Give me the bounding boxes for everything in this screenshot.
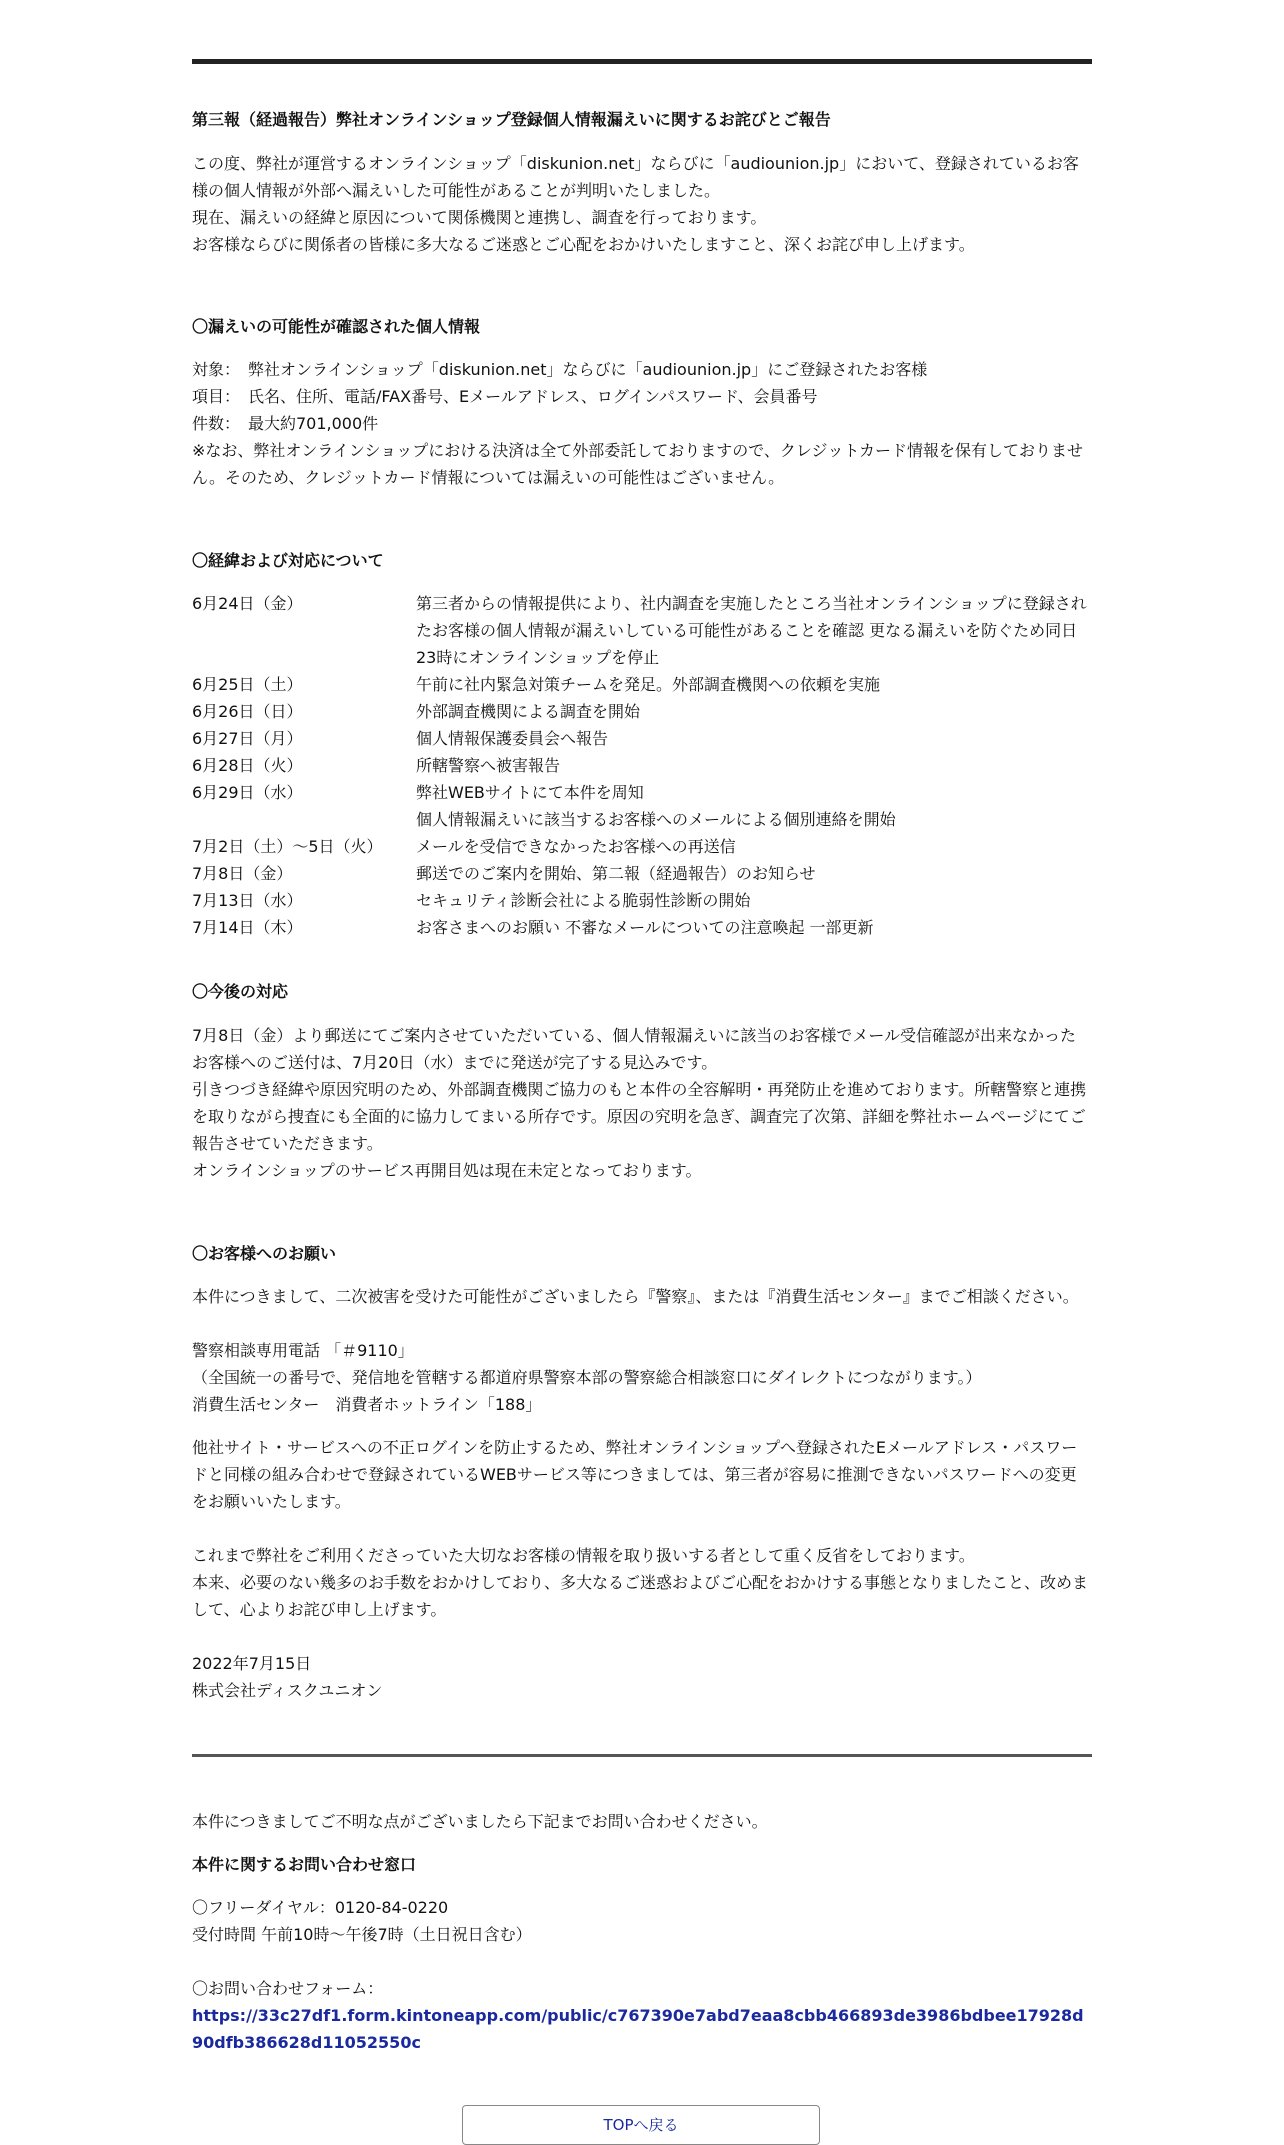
timeline-date: 7月14日（木） — [192, 918, 303, 937]
police-phone-note: （全国統一の番号で、発信地を管轄する都道府県警察本部の警察総合相談窓口にダイレクトにつながります。） — [192, 1368, 982, 1387]
contact-heading: 本件に関するお問い合わせ窓口 — [192, 1855, 417, 1874]
contact-dial: 〇フリーダイヤル：0120-84-0220 — [192, 1898, 449, 1917]
timeline-date: 6月27日（月） — [192, 729, 303, 748]
intro-paragraph-2: 現在、漏えいの経緯と原因について関係機関と連携し、調査を行っております。 — [192, 208, 767, 227]
section-heading-leak: 〇漏えいの可能性が確認された個人情報 — [192, 317, 481, 336]
section-divider — [192, 1754, 1092, 1757]
section-heading-future: 〇今後の対応 — [192, 982, 289, 1001]
leak-items: 項目： 氏名、住所、電話/FAX番号、Eメールアドレス、ログインパスワード、会員番号 — [192, 387, 818, 406]
leak-target: 対象： 弊社オンラインショップ「diskunion.net」ならびに「audiounion.jp」にご登録されたお客様 — [192, 360, 928, 379]
timeline-event: セキュリティ診断会社による脆弱性診断の開始 — [416, 891, 751, 910]
timeline-date: 6月25日（土） — [192, 675, 303, 694]
contact-form-label: 〇お問い合わせフォーム： — [192, 1979, 384, 1998]
intro-paragraph-3: お客様ならびに関係者の皆様に多大なるご迷惑とご心配をおかけいたしますこと、深くお詫び申し上げます。 — [192, 235, 975, 254]
timeline-date: 7月2日（土）～5日（火） — [192, 837, 383, 856]
request-paragraph-2: 他社サイト・サービスへの不正ログインを防止するため、弊社オンラインショップへ登録されたEメールアドレス・パスワードと同様の組み合わせで登録されているWEBサービス等につきましては、第三者が容易に推測できないパスワードへの変更をお願いいたします。 — [192, 1438, 1078, 1511]
leak-count: 件数： 最大約701,000件 — [192, 414, 379, 433]
future-paragraph-1: 7月8日（金）より郵送にてご案内させていただいている、個人情報漏えいに該当のお客様でメール受信確認が出来なかったお客様へのご送付は、7月20日（水）までに発送が完了する見込みです。 — [192, 1026, 1077, 1072]
company-name: 株式会社ディスクユニオン — [192, 1681, 383, 1700]
timeline-date: 7月8日（金） — [192, 864, 293, 883]
police-phone: 警察相談専用電話 「＃9110」 — [192, 1341, 414, 1360]
notice-date: 2022年7月15日 — [192, 1654, 312, 1673]
timeline-event: 弊社WEBサイトにて本件を周知 — [416, 783, 644, 802]
consumer-hotline: 消費生活センター 消費者ホットライン「188」 — [192, 1395, 542, 1414]
timeline-event: メールを受信できなかったお客様への再送信 — [416, 837, 736, 856]
timeline-event: 午前に社内緊急対策チームを発足。外部調査機関への依頼を実施 — [416, 675, 881, 694]
timeline-date: 6月26日（日） — [192, 702, 303, 721]
timeline-date: 7月13日（水） — [192, 891, 303, 910]
page-title: 第三報（経過報告）弊社オンラインショップ登録個人情報漏えいに関するお詫びとご報告 — [192, 110, 831, 129]
timeline-event: 第三者からの情報提供により、社内調査を実施したところ当社オンラインショップに登録されたお客様の個人情報が漏えいしている可能性があることを確認 更なる漏えいを防ぐため同日23時にオンラインショップを停止 — [416, 594, 1087, 667]
leak-note: ※なお、弊社オンラインショップにおける決済は全て外部委託しておりますので、クレジットカード情報を保有しておりません。そのため、クレジットカード情報については漏えいの可能性はございません。 — [192, 441, 1084, 487]
section-heading-timeline: 〇経緯および対応について — [192, 551, 384, 570]
back-to-top-button[interactable]: TOPへ戻る — [462, 2105, 820, 2145]
timeline-event: お客さまへのお願い 不審なメールについての注意喚起 一部更新 — [416, 918, 874, 937]
top-divider — [192, 59, 1092, 64]
contact-intro: 本件につきましてご不明な点がございましたら下記までお問い合わせください。 — [192, 1812, 768, 1831]
section-heading-request: 〇お客様へのお願い — [192, 1244, 337, 1263]
timeline-event: 個人情報保護委員会へ報告 — [416, 729, 609, 748]
future-paragraph-2: 引きつづき経緯や原因究明のため、外部調査機関ご協力のもと本件の全容解明・再発防止を進めております。所轄警察と連携を取りながら捜査にも全面的に協力してまいる所存です。原因の究明を急ぎ、調査完了次第、詳細を弊社ホームページにてご報告させていただきます。 — [192, 1080, 1087, 1153]
contact-form-link[interactable]: https://33c27df1.form.kintoneapp.com/public/c767390e7abd7eaa8cbb466893de3986bdbee17928d90dfb386628d11052550c — [192, 2006, 1084, 2052]
timeline-event: 個人情報漏えいに該当するお客様へのメールによる個別連絡を開始 — [416, 810, 896, 829]
timeline-event: 郵送でのご案内を開始、第二報（経過報告）のお知らせ — [416, 864, 816, 883]
request-paragraph-1: 本件につきまして、二次被害を受けた可能性がございましたら『警察』、または『消費生活センター』までご相談ください。 — [192, 1287, 1079, 1306]
future-paragraph-3: オンラインショップのサービス再開目処は現在未定となっております。 — [192, 1161, 702, 1180]
timeline-event: 所轄警察へ被害報告 — [416, 756, 561, 775]
timeline-date: 6月24日（金） — [192, 594, 303, 613]
request-paragraph-3: これまで弊社をご利用くださっていた大切なお客様の情報を取り扱いする者として重く反省をしております。 — [192, 1546, 975, 1565]
request-paragraph-4: 本来、必要のない幾多のお手数をおかけしており、多大なるご迷惑およびご心配をおかけする事態となりましたこと、改めまして、心よりお詫び申し上げます。 — [192, 1573, 1089, 1619]
intro-paragraph-1: この度、弊社が運営するオンラインショップ「diskunion.net」ならびに「audiounion.jp」において、登録されているお客様の個人情報が外部へ漏えいした可能性があることが判明いたしました。 — [192, 154, 1079, 200]
timeline-date: 6月29日（水） — [192, 783, 303, 802]
timeline-date: 6月28日（火） — [192, 756, 303, 775]
timeline-event: 外部調査機関による調査を開始 — [416, 702, 641, 721]
contact-hours: 受付時間 午前10時～午後7時（土日祝日含む） — [192, 1925, 532, 1944]
